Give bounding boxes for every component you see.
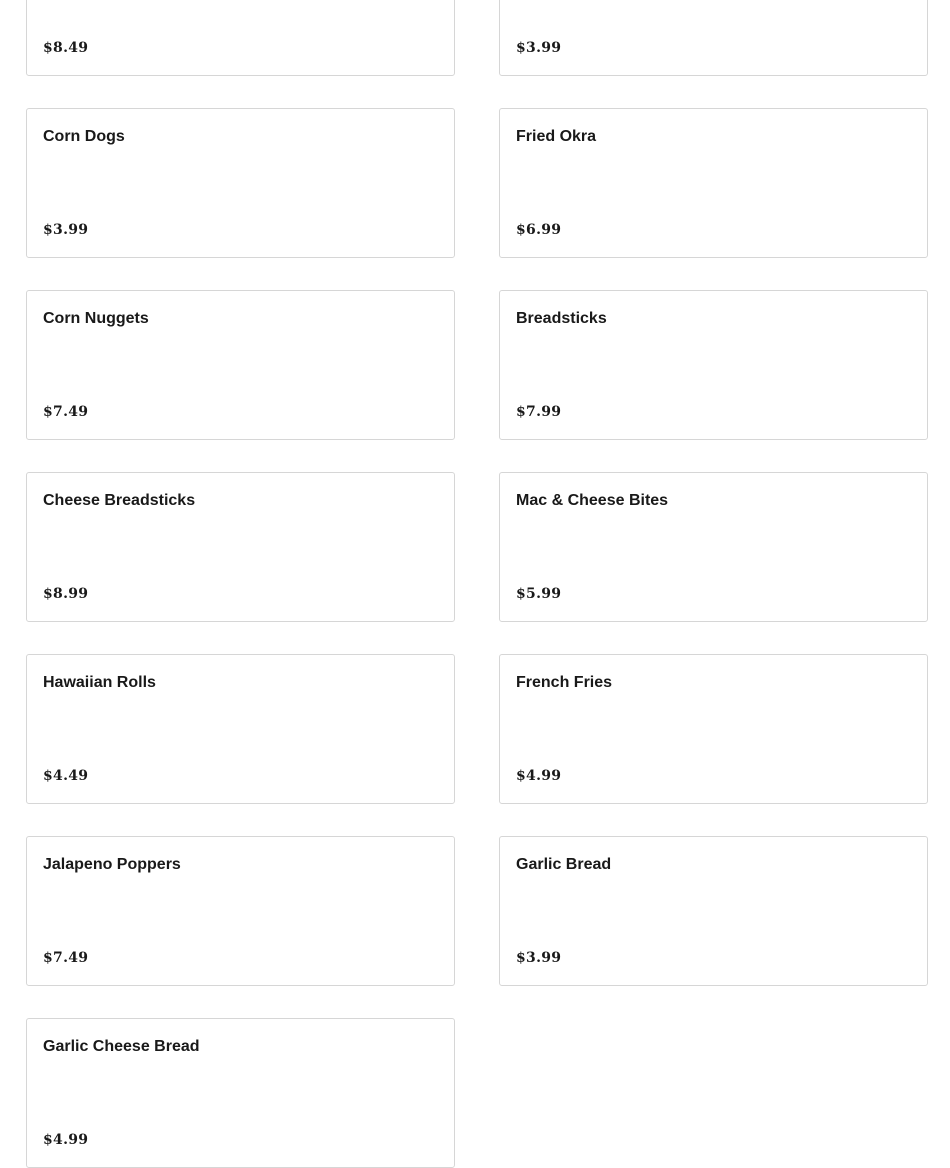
menu-item-price: $6.99 [516, 222, 562, 238]
menu-item-card-garlic-bread[interactable] [499, 836, 928, 986]
menu-item-card[interactable] [499, 0, 928, 76]
menu-item-name: Garlic Cheese Bread [43, 1038, 200, 1055]
menu-item-price: $3.99 [516, 40, 562, 56]
menu-item-card-french-fries[interactable] [499, 654, 928, 804]
menu-item-card[interactable] [26, 0, 455, 76]
menu-item-name: Jalapeno Poppers [43, 856, 181, 873]
menu-item-price: $8.99 [43, 586, 89, 602]
menu-item-price: $4.99 [43, 1132, 89, 1148]
menu-item-card-garlic-cheese-bread[interactable] [26, 1018, 455, 1168]
menu-item-name: Fried Okra [516, 128, 597, 145]
menu-item-price: $7.99 [516, 404, 562, 420]
menu-item-price: $4.49 [43, 768, 89, 784]
menu-item-name: Cheese Breadsticks [43, 492, 196, 509]
menu-item-price: $3.99 [516, 950, 562, 966]
menu-item-name: Corn Dogs [43, 128, 125, 145]
menu-item-grid [26, 0, 928, 1168]
menu-item-price: $5.99 [516, 586, 562, 602]
menu-item-card-jalapeno-poppers[interactable] [26, 836, 455, 986]
menu-item-name: French Fries [516, 674, 613, 691]
menu-item-price: $7.49 [43, 404, 89, 420]
menu-item-card-corn-dogs[interactable] [26, 108, 455, 258]
menu-item-price: $4.99 [516, 768, 562, 784]
menu-item-name: Garlic Bread [516, 856, 612, 873]
menu-item-card-mac-cheese-bites[interactable] [499, 472, 928, 622]
menu-item-name: Mac & Cheese Bites [516, 492, 669, 509]
menu-item-name: Breadsticks [516, 310, 607, 327]
menu-item-card-cheese-breadsticks[interactable] [26, 472, 455, 622]
menu-item-price: $7.49 [43, 950, 89, 966]
menu-item-name: Hawaiian Rolls [43, 674, 156, 691]
menu-item-card-hawaiian-rolls[interactable] [26, 654, 455, 804]
menu-item-card-fried-okra[interactable] [499, 108, 928, 258]
menu-item-card-breadsticks[interactable] [499, 290, 928, 440]
menu-item-price: $8.49 [43, 40, 89, 56]
menu-item-card-corn-nuggets[interactable] [26, 290, 455, 440]
menu-item-name: Corn Nuggets [43, 310, 149, 327]
menu-item-price: $3.99 [43, 222, 89, 238]
